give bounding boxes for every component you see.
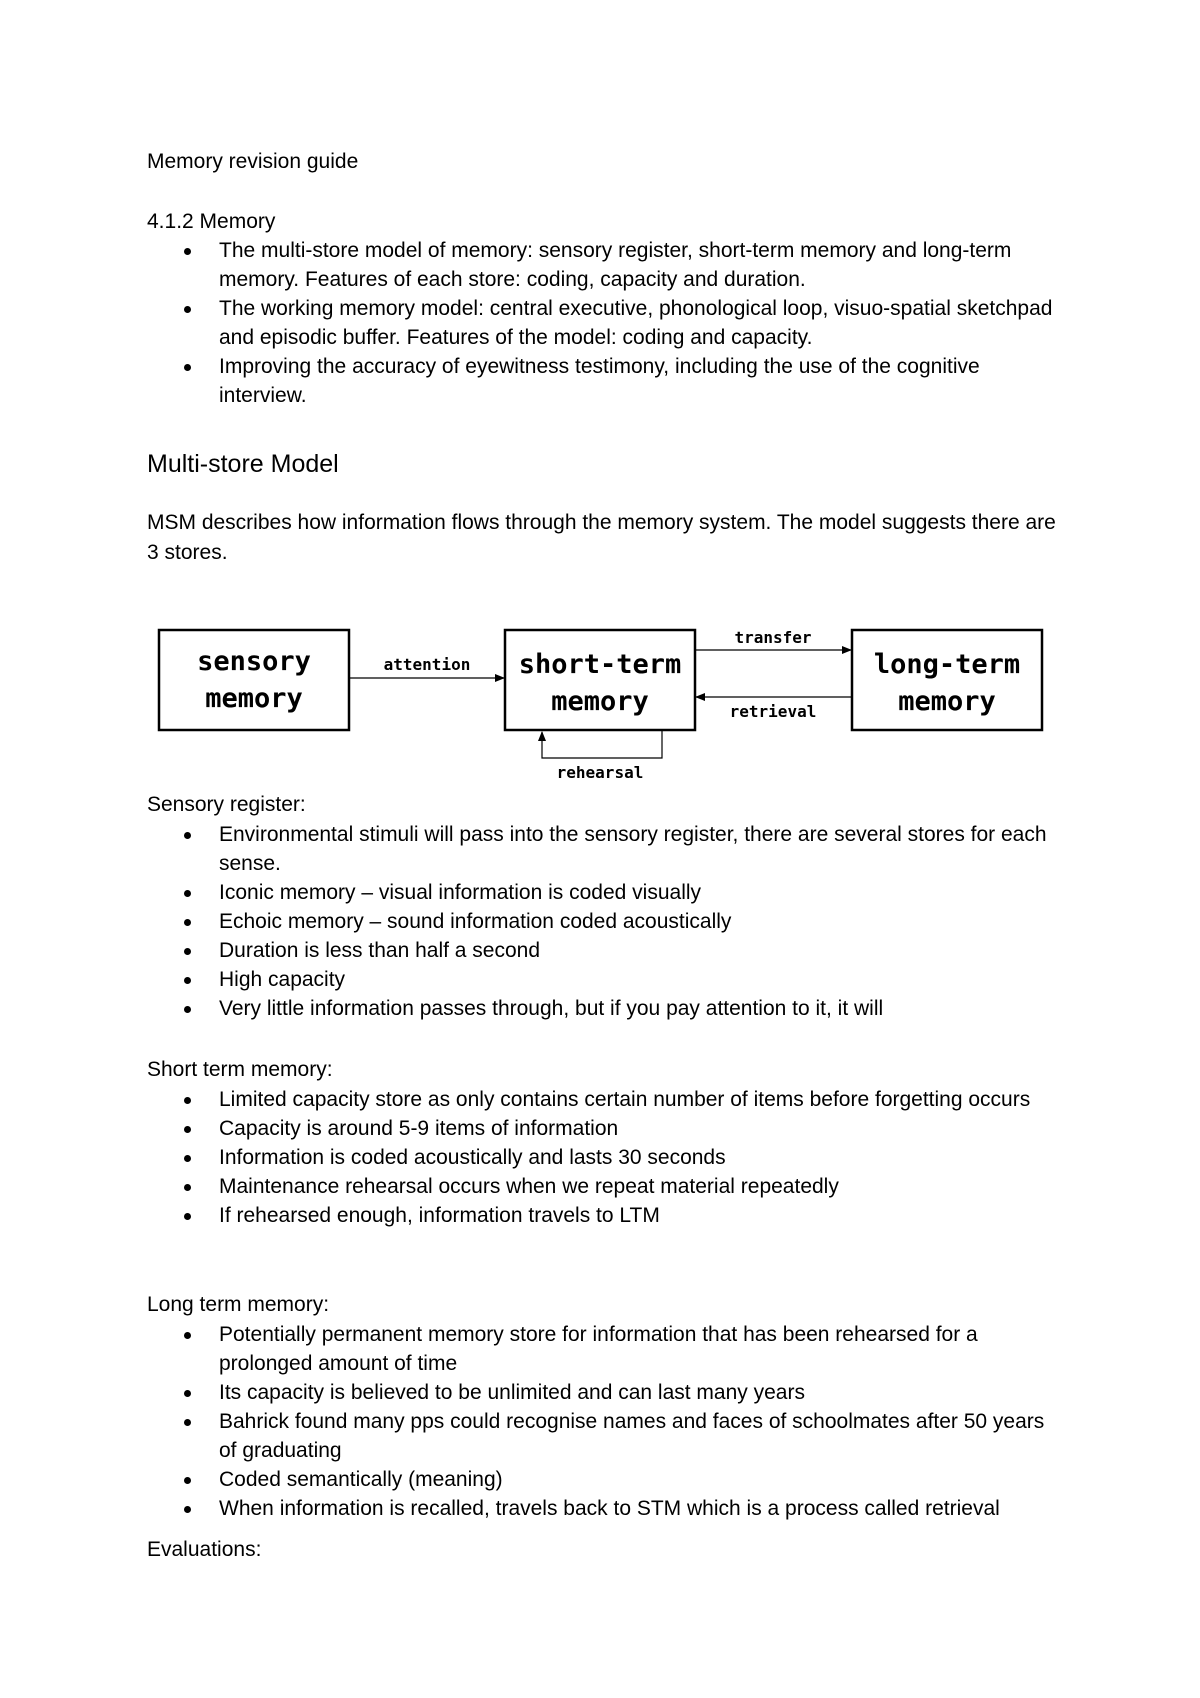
- intro-paragraph: MSM describes how information flows through the memory system. The model suggests there are 3 stores.: [147, 511, 1056, 564]
- list-item-text: Improving the accuracy of eyewitness testimony, including the use of the cognitive interview.: [219, 355, 980, 407]
- list-item: [147, 878, 1067, 907]
- document-page: [147, 0, 1067, 1698]
- bullet-icon: [184, 1155, 191, 1162]
- list-item-text: Echoic memory – sound information coded acoustically: [219, 910, 732, 933]
- sensory-box-label-line1: sensory: [197, 646, 311, 677]
- list-item: [147, 1085, 1067, 1114]
- list-item: [147, 936, 1067, 965]
- bullet-icon: [184, 248, 191, 255]
- list-item-text: High capacity: [219, 968, 346, 991]
- multi-store-model-diagram: [147, 615, 1067, 785]
- rehearsal-label: rehearsal: [556, 763, 644, 782]
- list-item-text: Capacity is around 5-9 items of information: [219, 1117, 619, 1140]
- list-item-text: Maintenance rehearsal occurs when we repeat material repeatedly: [219, 1175, 839, 1198]
- list-item-text: The multi-store model of memory: sensory register, short-term memory and long-term memory. Features of each store: coding, capacity and duration.: [219, 239, 1012, 291]
- sensory-register-list: [147, 820, 1067, 1023]
- list-item-text: Potentially permanent memory store for information that has been rehearsed for a prolonged amount of time: [219, 1323, 978, 1375]
- sensory-register-heading: Sensory register:: [147, 793, 306, 816]
- stm-box-label-line1: short-term: [518, 649, 682, 680]
- list-item-text: Very little information passes through, but if you pay attention to it, it will: [219, 997, 884, 1020]
- list-item-text: Coded semantically (meaning): [219, 1468, 503, 1491]
- bullet-icon: [184, 1477, 191, 1484]
- list-item: [147, 1320, 1067, 1378]
- list-item: [147, 1143, 1067, 1172]
- bullet-icon: [184, 1126, 191, 1133]
- bullet-icon: [184, 1184, 191, 1191]
- stm-box-label-line2: memory: [551, 686, 649, 717]
- short-term-memory-heading: Short term memory:: [147, 1058, 333, 1081]
- ltm-box-label-line1: long-term: [873, 649, 1021, 680]
- bullet-icon: [184, 1332, 191, 1339]
- attention-label: attention: [383, 655, 471, 674]
- long-term-memory-heading: Long term memory:: [147, 1293, 330, 1316]
- list-item-text: Information is coded acoustically and lasts 30 seconds: [219, 1146, 726, 1169]
- list-item-text: If rehearsed enough, information travels to LTM: [219, 1204, 660, 1227]
- list-item: [147, 236, 1067, 294]
- list-item-text: Duration is less than half a second: [219, 939, 541, 962]
- bullet-icon: [184, 1506, 191, 1513]
- sensory-memory-box: [159, 630, 349, 730]
- document-title: Memory revision guide: [147, 150, 359, 173]
- evaluations-heading: Evaluations:: [147, 1538, 262, 1561]
- bullet-icon: [184, 306, 191, 313]
- rehearsal-loop-arrow: [542, 730, 662, 758]
- list-item-text: Environmental stimuli will pass into the sensory register, there are several stores for each sense.: [219, 823, 1047, 875]
- bullet-icon: [184, 1097, 191, 1104]
- list-item: [147, 907, 1067, 936]
- section-title: Multi-store Model: [147, 450, 339, 478]
- list-item: [147, 1465, 1067, 1494]
- sensory-box-label-line2: memory: [205, 683, 303, 714]
- spec-points-list: [147, 236, 1067, 410]
- list-item: [147, 294, 1067, 352]
- bullet-icon: [184, 1006, 191, 1013]
- bullet-icon: [184, 1213, 191, 1220]
- spec-heading: 4.1.2 Memory: [147, 210, 276, 233]
- list-item-text: Its capacity is believed to be unlimited and can last many years: [219, 1381, 805, 1404]
- list-item-text: When information is recalled, travels back to STM which is a process called retrieval: [219, 1497, 1000, 1520]
- ltm-box-label-line2: memory: [898, 686, 996, 717]
- bullet-icon: [184, 364, 191, 371]
- list-item-text: Limited capacity store as only contains certain number of items before forgetting occurs: [219, 1088, 1031, 1111]
- list-item: [147, 1201, 1067, 1230]
- list-item-text: Iconic memory – visual information is coded visually: [219, 881, 702, 904]
- list-item: [147, 1378, 1067, 1407]
- bullet-icon: [184, 832, 191, 839]
- list-item: [147, 820, 1067, 878]
- list-item: [147, 994, 1067, 1023]
- transfer-label: transfer: [734, 628, 812, 647]
- list-item: [147, 1172, 1067, 1201]
- bullet-icon: [184, 1419, 191, 1426]
- bullet-icon: [184, 977, 191, 984]
- list-item: [147, 1114, 1067, 1143]
- list-item-text: The working memory model: central executive, phonological loop, visuo-spatial sketchpad and episodic buffer. Features of the model: coding and capacity.: [219, 297, 1053, 349]
- long-term-memory-list: [147, 1320, 1067, 1523]
- list-item: [147, 1494, 1067, 1523]
- list-item: [147, 352, 1067, 410]
- bullet-icon: [184, 1390, 191, 1397]
- list-item: [147, 965, 1067, 994]
- bullet-icon: [184, 919, 191, 926]
- retrieval-label: retrieval: [729, 702, 817, 721]
- list-item: [147, 1407, 1067, 1465]
- short-term-memory-list: [147, 1085, 1067, 1230]
- bullet-icon: [184, 890, 191, 897]
- bullet-icon: [184, 948, 191, 955]
- list-item-text: Bahrick found many pps could recognise names and faces of schoolmates after 50 years of graduating: [219, 1410, 1045, 1462]
